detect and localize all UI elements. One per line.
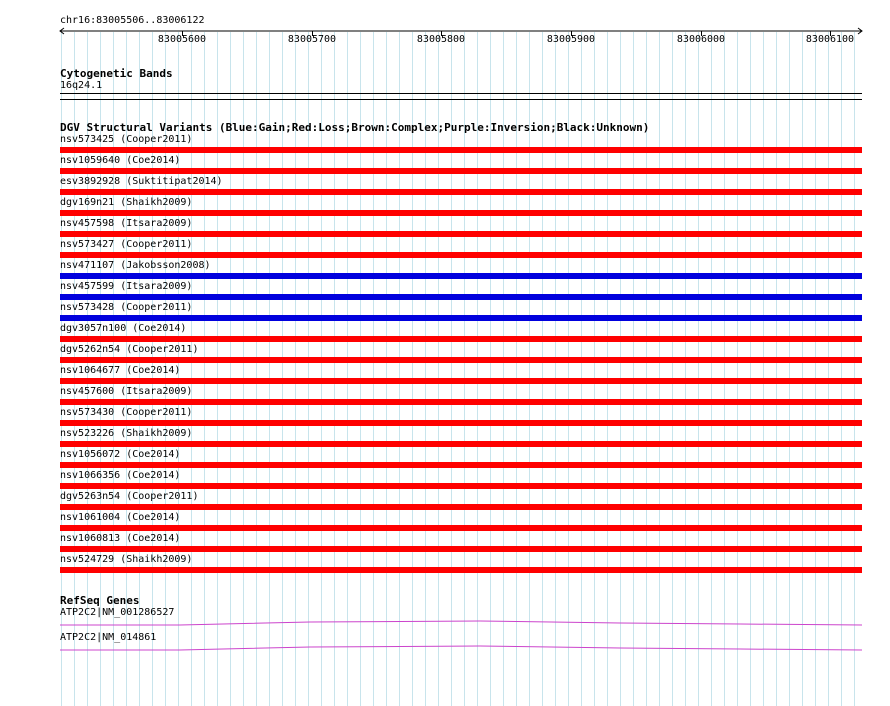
cytoband-line-bottom xyxy=(60,99,862,100)
ruler-tick-label: 83006000 xyxy=(676,34,726,45)
variant-label: nsv1060813 (Coe2014) xyxy=(60,533,181,544)
variant-bar[interactable] xyxy=(60,189,862,195)
variant-bar[interactable] xyxy=(60,252,862,258)
variant-label: nsv457598 (Itsara2009) xyxy=(60,218,193,229)
variant-bar[interactable] xyxy=(60,399,862,405)
variant-label: nsv471107 (Jakobsson2008) xyxy=(60,260,211,271)
variant-label: esv3892928 (Suktitipat2014) xyxy=(60,176,223,187)
ruler-tick-label: 83005700 xyxy=(287,34,337,45)
variant-bar[interactable] xyxy=(60,420,862,426)
gene-intron-line xyxy=(60,646,862,650)
cytoband-line-top xyxy=(60,93,862,94)
refseq-track-title: RefSeq Genes xyxy=(60,594,140,607)
gene-model[interactable] xyxy=(60,645,862,653)
variant-bar[interactable] xyxy=(60,483,862,489)
variant-bar[interactable] xyxy=(60,504,862,510)
variant-label: nsv1064677 (Coe2014) xyxy=(60,365,181,376)
variant-bar[interactable] xyxy=(60,315,862,321)
ruler-tick-label: 83005600 xyxy=(157,34,207,45)
variant-label: nsv573428 (Cooper2011) xyxy=(60,302,193,313)
variant-label: nsv1059640 (Coe2014) xyxy=(60,155,181,166)
variant-bar[interactable] xyxy=(60,168,862,174)
variant-bar[interactable] xyxy=(60,231,862,237)
cytoband-label: 16q24.1 xyxy=(60,80,103,91)
variant-label: dgv5262n54 (Cooper2011) xyxy=(60,344,199,355)
variant-bar[interactable] xyxy=(60,210,862,216)
variant-label: nsv573427 (Cooper2011) xyxy=(60,239,193,250)
variant-label: nsv524729 (Shaikh2009) xyxy=(60,554,193,565)
variant-bar[interactable] xyxy=(60,336,862,342)
variant-label: dgv5263n54 (Cooper2011) xyxy=(60,491,199,502)
variant-label: nsv1061004 (Coe2014) xyxy=(60,512,181,523)
variant-bar[interactable] xyxy=(60,147,862,153)
variant-label: nsv457599 (Itsara2009) xyxy=(60,281,193,292)
variant-bar[interactable] xyxy=(60,273,862,279)
variant-bar[interactable] xyxy=(60,294,862,300)
variant-label: dgv3057n100 (Coe2014) xyxy=(60,323,187,334)
variant-label: nsv1066356 (Coe2014) xyxy=(60,470,181,481)
variant-bar[interactable] xyxy=(60,357,862,363)
gene-label: ATP2C2|NM_014861 xyxy=(60,632,157,643)
coordinate-range: chr16:83005506..83006122 xyxy=(60,15,205,26)
gene-intron-line xyxy=(60,621,862,625)
variant-label: nsv523226 (Shaikh2009) xyxy=(60,428,193,439)
variant-bar[interactable] xyxy=(60,462,862,468)
variant-bar[interactable] xyxy=(60,546,862,552)
variant-label: nsv573430 (Cooper2011) xyxy=(60,407,193,418)
variant-bar[interactable] xyxy=(60,378,862,384)
variant-label: dgv169n21 (Shaikh2009) xyxy=(60,197,193,208)
ruler-tick-label: 83006100 xyxy=(805,34,855,45)
gene-model[interactable] xyxy=(60,620,862,628)
variant-bar[interactable] xyxy=(60,441,862,447)
variant-label: nsv457600 (Itsara2009) xyxy=(60,386,193,397)
variant-bar[interactable] xyxy=(60,525,862,531)
variant-label: nsv573425 (Cooper2011) xyxy=(60,134,193,145)
ruler-tick-label: 83005800 xyxy=(416,34,466,45)
ruler-tick-label: 83005900 xyxy=(546,34,596,45)
variant-label: nsv1056072 (Coe2014) xyxy=(60,449,181,460)
cytoband-track-title: Cytogenetic Bands xyxy=(60,67,173,80)
variant-bar[interactable] xyxy=(60,567,862,573)
dgv-track-title: DGV Structural Variants (Blue:Gain;Red:Loss;Brown:Complex;Purple:Inversion;Black:Unknown) xyxy=(60,121,650,134)
gene-label: ATP2C2|NM_001286527 xyxy=(60,607,175,618)
